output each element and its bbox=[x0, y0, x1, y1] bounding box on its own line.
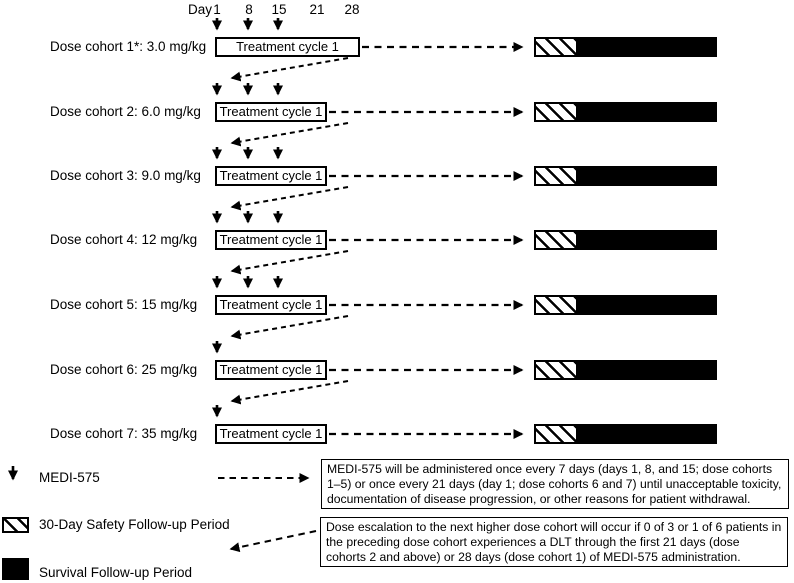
cohort-4-safety-followup-segment bbox=[534, 230, 578, 250]
cohort-2-followup-bar bbox=[534, 102, 717, 122]
note-callout-arrows bbox=[218, 478, 316, 549]
cohort-6-survival-followup-segment bbox=[578, 360, 717, 380]
dose-arrows-cohort-3 bbox=[217, 147, 278, 158]
followup-connectors bbox=[329, 47, 522, 434]
cohort-3-survival-followup-segment bbox=[578, 166, 717, 186]
day-tick-15: 15 bbox=[271, 2, 287, 17]
cohort-5-label: Dose cohort 5: 15 mg/kg bbox=[50, 297, 198, 312]
cohort-2-treatment-box: Treatment cycle 1 bbox=[215, 102, 327, 122]
cohort-6-treatment-box: Treatment cycle 1 bbox=[215, 360, 327, 380]
cohort-1-survival-followup-segment bbox=[578, 37, 717, 57]
cohort-1-label: Dose cohort 1*: 3.0 mg/kg bbox=[50, 39, 207, 54]
cohort-4-followup-bar bbox=[534, 230, 717, 250]
dose-arrows-cohort-5 bbox=[217, 276, 278, 287]
cohort-5-followup-bar bbox=[534, 295, 717, 315]
dose-arrows-cohort-1 bbox=[217, 18, 278, 29]
cohort-1-followup-bar bbox=[534, 37, 717, 57]
cohort-7-followup-bar bbox=[534, 424, 717, 444]
cohort-6-followup-bar bbox=[534, 360, 717, 380]
cohort-6-label: Dose cohort 6: 25 mg/kg bbox=[50, 362, 198, 377]
cohort-5-safety-followup-segment bbox=[534, 295, 578, 315]
cohort-7-treatment-box: Treatment cycle 1 bbox=[215, 424, 327, 444]
cohort-2-safety-followup-segment bbox=[534, 102, 578, 122]
day-axis-prefix: Day bbox=[188, 2, 213, 17]
cohort-3-safety-followup-segment bbox=[534, 166, 578, 186]
cohort-5-survival-followup-segment bbox=[578, 295, 717, 315]
day-tick-21: 21 bbox=[309, 2, 325, 17]
cohort-4-treatment-box: Treatment cycle 1 bbox=[215, 230, 327, 250]
dose-arrows-cohort-2 bbox=[217, 83, 278, 94]
legend-safety-followup-label: 30-Day Safety Follow-up Period bbox=[39, 517, 230, 532]
legend-survival-followup-label: Survival Follow-up Period bbox=[39, 565, 193, 580]
dose-arrows-cohort-4 bbox=[217, 211, 278, 222]
legend-survival-followup-swatch-icon bbox=[2, 558, 29, 580]
note-dose-escalation-rule: Dose escalation to the next higher dose cohort will occur if 0 of 3 or 1 of 6 patients in the preceding dose cohort experiences a DLT through the first 21 days (dose cohorts 2 and above) or 28 days (dose cohort 1) of MEDI-575 administration. bbox=[320, 517, 788, 567]
cohort-7-safety-followup-segment bbox=[534, 424, 578, 444]
cohort-1-treatment-box: Treatment cycle 1 bbox=[215, 37, 360, 57]
cohort-4-survival-followup-segment bbox=[578, 230, 717, 250]
cohort-3-followup-bar bbox=[534, 166, 717, 186]
cohort-6-safety-followup-segment bbox=[534, 360, 578, 380]
cohort-3-treatment-box: Treatment cycle 1 bbox=[215, 166, 327, 186]
legend-medi575-label: MEDI-575 bbox=[39, 470, 100, 485]
cohort-7-survival-followup-segment bbox=[578, 424, 717, 444]
cohort-2-survival-followup-segment bbox=[578, 102, 717, 122]
day-tick-1: 1 bbox=[213, 2, 221, 17]
day-tick-28: 28 bbox=[344, 2, 360, 17]
cohort-2-label: Dose cohort 2: 6.0 mg/kg bbox=[50, 104, 201, 119]
cohort-1-safety-followup-segment bbox=[534, 37, 578, 57]
legend-safety-followup-swatch-icon bbox=[2, 517, 29, 533]
note-dosing-schedule: MEDI-575 will be administered once every 7 days (days 1, 8, and 15; dose cohorts 1–5) or once every 21 days (day 1; dose cohorts 6 and 7) until unacceptable toxicity, documentation of disease progression, or other reasons for patient withdrawal. bbox=[321, 459, 789, 509]
day-tick-8: 8 bbox=[245, 2, 253, 17]
cohort-5-treatment-box: Treatment cycle 1 bbox=[215, 295, 327, 315]
cohort-3-label: Dose cohort 3: 9.0 mg/kg bbox=[50, 168, 201, 183]
cohort-4-label: Dose cohort 4: 12 mg/kg bbox=[50, 232, 198, 247]
cohort-7-label: Dose cohort 7: 35 mg/kg bbox=[50, 426, 198, 441]
